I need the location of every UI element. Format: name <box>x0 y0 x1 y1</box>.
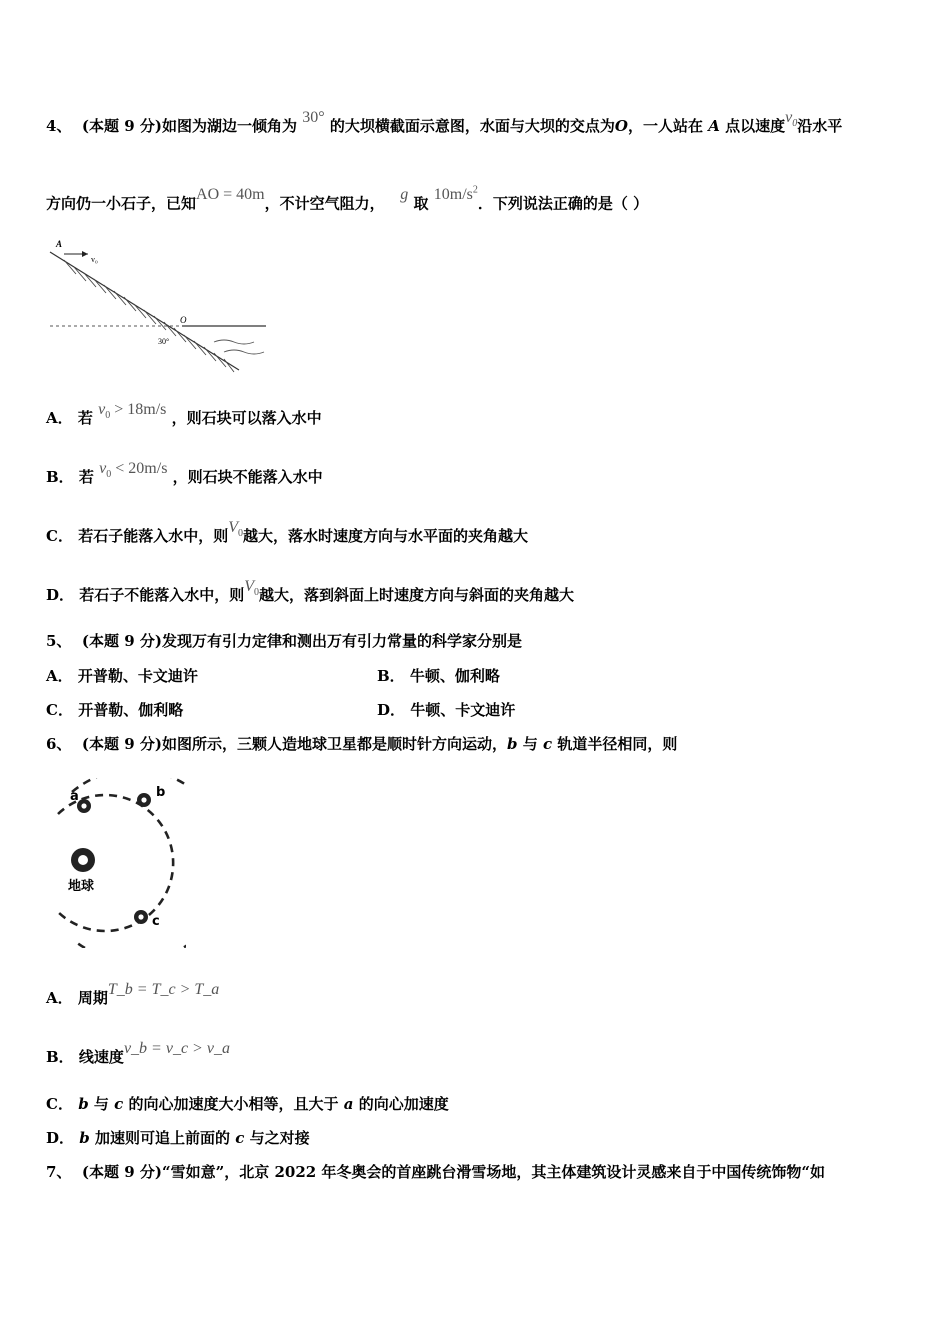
q4-ao-math: AO = 40m <box>196 186 265 204</box>
q4-option-a: A． 若 $v_0 > 18m/s$ ，则石块可以落入水中 <box>46 401 322 427</box>
q7-stem: 7、 (本题 9 分)“雪如意”，北京 2022 年冬奥会的首座跳台滑雪场地，其主体建筑设计灵感来自于中国传统饰物“如 <box>46 1163 826 1181</box>
q6-option-b: B． 线速度v_b = v_c > v_a <box>46 1040 230 1066</box>
q4-option-d: D． 若石子不能落入水中，则$V_0$越大，落到斜面上时速度方向与斜面的夹角越大 <box>46 578 575 604</box>
label-b: b <box>156 785 166 800</box>
q4-option-c: C． 若石子能落入水中，则$V_0$越大，落水时速度方向与水平面的夹角越大 <box>46 519 528 545</box>
label-O: O <box>180 315 187 325</box>
q4-g-value-math: $10m/s^2$ <box>433 185 478 204</box>
q5-option-row-1 <box>46 666 198 686</box>
orbit-figure <box>46 778 186 948</box>
q4-angle-math: 30° <box>302 109 325 126</box>
q5-option-d: D． 牛顿、卡文迪许 <box>377 701 516 719</box>
q5-option-b: B． 牛顿、伽利略 <box>377 667 500 685</box>
q4-g-math: g <box>400 186 409 204</box>
q5-option-c: C． 开普勒、伽利略 <box>46 701 184 719</box>
label-earth: 地球 <box>68 879 95 894</box>
label-30deg: 30° <box>158 337 170 346</box>
label-A: A <box>56 239 63 249</box>
velocity-arrow-head <box>82 251 88 257</box>
q4-line-1: 4、 (本题 9 分)如图为湖边一倾角为 30° 的大坝横截面示意图，水面与大坝的交点为O，一人站在 A 点以速度$v_0$沿水平 <box>46 109 843 135</box>
q6-option-a: A． 周期T_b = T_c > T_a <box>46 981 220 1007</box>
q4-option-b: B． 若 $v_0 < 20m/s$ ，则石块不能落入水中 <box>46 460 323 486</box>
q5-option-a: A． 开普勒、卡文迪许 <box>46 667 198 685</box>
q6-stem: 6、 (本题 9 分)如图所示，三颗人造地球卫星都是顺时针方向运动，b 与 c 轨道半径相同，则 <box>46 735 678 753</box>
water-waves <box>214 340 264 354</box>
label-v0: v₀ <box>91 255 98 264</box>
q4-line-2: 方向仍一小石子，已知AO = 40m，不计空气阻力， g 取 $10m/s^2$．下列说法正确的是（ ） <box>46 185 649 213</box>
q4-v0-math: $v_0$ <box>785 109 798 130</box>
dam-figure <box>44 232 274 382</box>
q6-option-d: D． b 加速则可追上前面的 c 与之对接 <box>46 1129 310 1147</box>
q5-stem: 5、 (本题 9 分)发现万有引力定律和测出万有引力常量的科学家分别是 <box>46 632 522 650</box>
q6-option-c: C． b 与 c 的向心加速度大小相等，且大于 a 的向心加速度 <box>46 1095 449 1113</box>
label-a: a <box>70 789 79 804</box>
label-c: c <box>152 914 160 929</box>
